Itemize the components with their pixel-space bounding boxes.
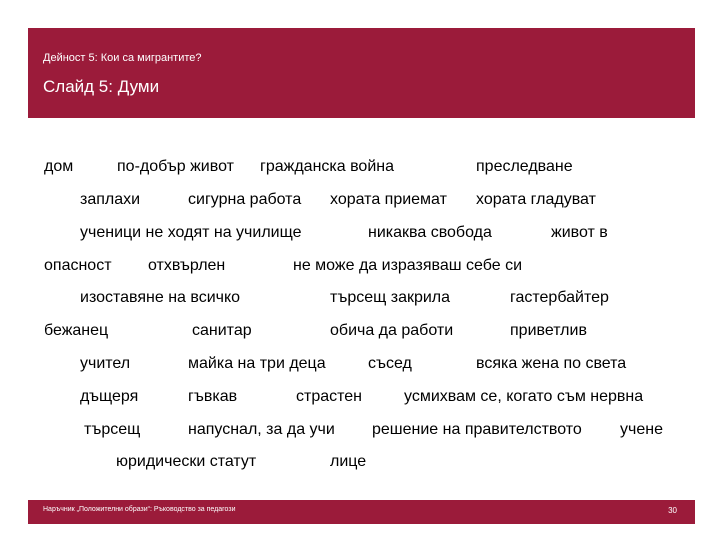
footer-bar — [28, 500, 695, 524]
page-number: 30 — [668, 506, 677, 515]
word-item: съсед — [368, 355, 412, 372]
slide-title: Слайд 5: Думи — [43, 77, 160, 96]
footer-text: Наръчник „Положителни образи“: Ръководство за педагози — [43, 506, 236, 513]
word-item: по-добър живот — [117, 158, 234, 175]
word-item: гъвкав — [188, 388, 238, 405]
word-item: майка на три деца — [188, 355, 326, 372]
word-item: не може да изразяваш себе си — [293, 257, 522, 274]
word-item: санитар — [192, 322, 252, 339]
word-item: дом — [44, 158, 74, 175]
word-item: опасност — [44, 257, 112, 274]
word-item: приветлив — [510, 322, 587, 339]
word-item: отхвърлен — [148, 257, 226, 274]
word-item: сигурна работа — [188, 191, 302, 208]
word-item: ученици не ходят на училище — [80, 224, 302, 241]
word-item: напуснал, за да учи — [188, 421, 335, 438]
word-item: никаква свобода — [368, 224, 492, 241]
word-item: бежанец — [44, 322, 109, 339]
word-item: обича да работи — [330, 322, 454, 339]
word-item: гастербайтер — [510, 289, 609, 306]
word-item: дъщеря — [80, 388, 139, 405]
word-item: хората гладуват — [476, 191, 596, 208]
word-item: преследване — [476, 158, 573, 175]
word-item: търсещ закрила — [330, 289, 451, 306]
word-item: заплахи — [80, 191, 141, 208]
word-item: юридически статут — [116, 453, 257, 470]
word-item: учене — [620, 421, 663, 438]
word-item: усмихвам се, когато съм нервна — [404, 388, 644, 405]
title-bar — [28, 28, 695, 118]
word-item: решение на правителството — [372, 421, 582, 438]
word-item: всяка жена по света — [476, 355, 627, 372]
word-item: гражданска война — [260, 158, 394, 175]
word-item: хората приемат — [330, 191, 447, 208]
word-item: търсещ — [84, 421, 141, 438]
word-item: лице — [330, 453, 367, 470]
word-item: живот в — [551, 224, 608, 241]
word-item: учител — [80, 355, 131, 372]
activity-label: Дейност 5: Кои са мигрантите? — [43, 52, 202, 64]
word-item: изоставяне на всичко — [80, 289, 241, 306]
word-item: страстен — [296, 388, 363, 405]
